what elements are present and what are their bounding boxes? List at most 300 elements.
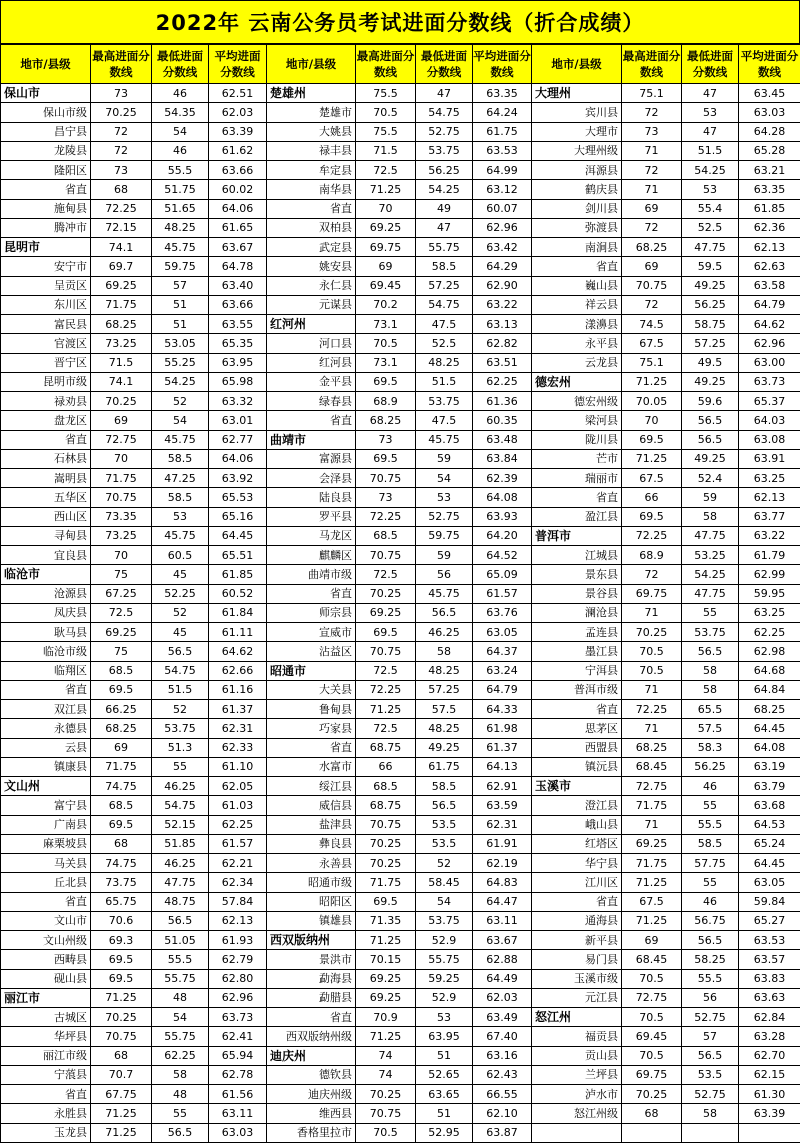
min-score-cell: 45.75 (416, 430, 473, 449)
min-score-cell: 56 (416, 565, 473, 584)
region-cell: 师宗县 (267, 603, 356, 622)
min-score-cell: 48 (152, 1085, 209, 1104)
avg-score-cell: 62.82 (473, 334, 532, 353)
avg-score-cell: 63.83 (739, 969, 800, 988)
score-table-body (1, 45, 800, 1143)
avg-score-cell: 64.06 (209, 449, 267, 468)
min-score-cell: 55 (682, 603, 739, 622)
avg-score-cell: 61.11 (209, 623, 267, 642)
min-score-cell: 49.25 (682, 276, 739, 295)
region-cell: 省直 (532, 700, 622, 719)
table-row (1, 642, 800, 661)
table-row (1, 700, 800, 719)
min-score-cell: 56.25 (682, 757, 739, 776)
avg-score-cell: 61.91 (473, 834, 532, 853)
region-cell: 丽江市级 (1, 1046, 91, 1065)
max-score-cell: 71.75 (91, 469, 152, 488)
max-score-cell: 70.15 (356, 950, 416, 969)
min-score-cell: 51.65 (152, 199, 209, 218)
header-min-score: 最低进面分数线 (682, 45, 739, 84)
max-score-cell: 70.5 (356, 334, 416, 353)
max-score-cell: 68 (91, 834, 152, 853)
min-score-cell: 55.4 (682, 199, 739, 218)
min-score-cell: 59 (682, 488, 739, 507)
min-score-cell: 46 (152, 84, 209, 103)
max-score-cell: 69.25 (91, 623, 152, 642)
avg-score-cell: 64.68 (739, 661, 800, 680)
min-score-cell: 54 (152, 1008, 209, 1027)
region-cell: 镇沅县 (532, 757, 622, 776)
region-cell: 景洪市 (267, 950, 356, 969)
region-cell: 文山州级 (1, 931, 91, 950)
min-score-cell: 49.25 (416, 738, 473, 757)
region-cell: 省直 (1, 680, 91, 699)
avg-score-cell: 63.91 (739, 449, 800, 468)
table-row (1, 238, 800, 257)
avg-score-cell: 64.08 (739, 738, 800, 757)
max-score-cell: 70.25 (622, 1085, 682, 1104)
max-score-cell: 69.25 (356, 988, 416, 1007)
avg-score-cell: 60.35 (473, 411, 532, 430)
min-score-cell: 56 (682, 988, 739, 1007)
region-cell: 西双版纳州级 (267, 1027, 356, 1046)
max-score-cell: 73.1 (356, 353, 416, 372)
region-cell: 丘北县 (1, 873, 91, 892)
max-score-cell: 73.1 (356, 315, 416, 334)
region-cell: 禄丰县 (267, 141, 356, 160)
max-score-cell: 70.75 (356, 546, 416, 565)
min-score-cell: 54.75 (416, 295, 473, 314)
min-score-cell: 58.5 (152, 488, 209, 507)
region-cell: 云龙县 (532, 353, 622, 372)
max-score-cell: 70.6 (91, 911, 152, 930)
max-score-cell: 71.25 (91, 988, 152, 1007)
min-score-cell: 62.25 (152, 1046, 209, 1065)
city-name-cell: 西双版纳州 (267, 931, 356, 950)
region-cell: 双柏县 (267, 218, 356, 237)
region-cell: 昌宁县 (1, 122, 91, 141)
region-cell: 晋宁区 (1, 353, 91, 372)
avg-score-cell: 63.21 (739, 161, 800, 180)
header-region: 地市/县级 (267, 45, 356, 84)
min-score-cell: 56.5 (416, 796, 473, 815)
min-score-cell: 51.5 (682, 141, 739, 160)
min-score-cell: 57.25 (682, 334, 739, 353)
max-score-cell: 72 (622, 218, 682, 237)
avg-score-cell: 61.37 (209, 700, 267, 719)
min-score-cell: 65.5 (682, 700, 739, 719)
region-cell: 南华县 (267, 180, 356, 199)
table-row (1, 969, 800, 988)
region-cell: 漾濞县 (532, 315, 622, 334)
max-score-cell: 68.25 (622, 238, 682, 257)
avg-score-cell: 66.55 (473, 1085, 532, 1104)
max-score-cell: 69.5 (356, 449, 416, 468)
avg-score-cell: 64.03 (739, 411, 800, 430)
region-cell: 弥渡县 (532, 218, 622, 237)
max-score-cell: 70.75 (91, 488, 152, 507)
region-cell: 富民县 (1, 315, 91, 334)
max-score-cell: 71.75 (622, 854, 682, 873)
max-score-cell: 71.25 (356, 180, 416, 199)
min-score-cell: 51 (152, 295, 209, 314)
min-score-cell: 51.3 (152, 738, 209, 757)
min-score-cell: 56.5 (152, 642, 209, 661)
avg-score-cell: 63.11 (473, 911, 532, 930)
table-row (1, 815, 800, 834)
min-score-cell: 53.75 (152, 719, 209, 738)
max-score-cell: 71 (622, 815, 682, 834)
avg-score-cell: 63.51 (473, 353, 532, 372)
region-cell: 玉龙县 (1, 1123, 91, 1142)
min-score-cell: 52.75 (682, 1085, 739, 1104)
max-score-cell: 70.25 (356, 584, 416, 603)
min-score-cell: 49 (416, 199, 473, 218)
max-score-cell: 70.25 (91, 1008, 152, 1027)
min-score-cell: 48.25 (416, 661, 473, 680)
region-cell: 巧家县 (267, 719, 356, 738)
avg-score-cell: 64.33 (473, 700, 532, 719)
table-row (1, 546, 800, 565)
avg-score-cell: 61.30 (739, 1085, 800, 1104)
region-cell: 景谷县 (532, 584, 622, 603)
avg-score-cell: 61.56 (209, 1085, 267, 1104)
region-cell: 临沧市级 (1, 642, 91, 661)
region-cell: 香格里拉市 (267, 1123, 356, 1142)
max-score-cell: 68.75 (356, 738, 416, 757)
region-cell: 泸水市 (532, 1085, 622, 1104)
min-score-cell: 54 (152, 122, 209, 141)
region-cell: 云县 (1, 738, 91, 757)
region-cell: 省直 (532, 257, 622, 276)
min-score-cell: 52 (152, 392, 209, 411)
region-cell: 省直 (532, 892, 622, 911)
region-cell: 省直 (267, 738, 356, 757)
region-cell: 五华区 (1, 488, 91, 507)
region-cell: 宾川县 (532, 103, 622, 122)
avg-score-cell: 63.93 (473, 507, 532, 526)
max-score-cell: 70.5 (622, 969, 682, 988)
region-cell: 官渡区 (1, 334, 91, 353)
min-score-cell: 47.25 (152, 469, 209, 488)
avg-score-cell: 62.99 (739, 565, 800, 584)
region-cell: 省直 (267, 199, 356, 218)
min-score-cell: 45.75 (416, 584, 473, 603)
min-score-cell: 48 (152, 988, 209, 1007)
region-cell: 大关县 (267, 680, 356, 699)
table-row (1, 892, 800, 911)
avg-score-cell: 61.98 (473, 719, 532, 738)
avg-score-cell: 63.11 (209, 1104, 267, 1123)
min-score-cell: 55 (682, 873, 739, 892)
max-score-cell: 68 (622, 1104, 682, 1123)
city-name-cell: 红河州 (267, 315, 356, 334)
region-cell: 石林县 (1, 449, 91, 468)
min-score-cell (682, 1123, 739, 1142)
min-score-cell: 57.25 (416, 680, 473, 699)
region-cell: 威信县 (267, 796, 356, 815)
region-cell: 江川区 (532, 873, 622, 892)
avg-score-cell: 65.51 (209, 546, 267, 565)
avg-score-cell: 62.63 (739, 257, 800, 276)
avg-score-cell: 63.59 (473, 796, 532, 815)
region-cell: 绥江县 (267, 777, 356, 796)
table-row (1, 103, 800, 122)
avg-score-cell: 61.62 (209, 141, 267, 160)
min-score-cell: 58.5 (152, 449, 209, 468)
max-score-cell: 71.75 (91, 757, 152, 776)
min-score-cell: 55 (152, 757, 209, 776)
max-score-cell: 75.1 (622, 84, 682, 103)
max-score-cell: 69.75 (622, 1065, 682, 1084)
region-cell: 楚雄市 (267, 103, 356, 122)
min-score-cell: 58.45 (416, 873, 473, 892)
region-cell: 芒市 (532, 449, 622, 468)
avg-score-cell: 61.85 (739, 199, 800, 218)
region-cell: 宁蒗县 (1, 1065, 91, 1084)
avg-score-cell: 65.98 (209, 372, 267, 391)
avg-score-cell: 62.43 (473, 1065, 532, 1084)
max-score-cell: 70.9 (356, 1008, 416, 1027)
min-score-cell: 47.75 (152, 873, 209, 892)
region-cell: 西盟县 (532, 738, 622, 757)
table-row (1, 603, 800, 622)
table-row (1, 353, 800, 372)
min-score-cell: 55.5 (682, 969, 739, 988)
table-row (1, 911, 800, 930)
avg-score-cell: 62.31 (209, 719, 267, 738)
region-cell: 永平县 (532, 334, 622, 353)
region-cell: 彝良县 (267, 834, 356, 853)
avg-score-cell: 62.13 (739, 238, 800, 257)
table-row (1, 449, 800, 468)
region-cell: 新平县 (532, 931, 622, 950)
min-score-cell: 60.5 (152, 546, 209, 565)
table-row (1, 488, 800, 507)
region-cell: 梁河县 (532, 411, 622, 430)
region-cell: 永胜县 (1, 1104, 91, 1123)
min-score-cell: 59.75 (152, 257, 209, 276)
avg-score-cell: 65.16 (209, 507, 267, 526)
max-score-cell: 66 (622, 488, 682, 507)
region-cell: 马关县 (1, 854, 91, 873)
header-avg-score: 平均进面分数线 (209, 45, 267, 84)
region-cell: 麒麟区 (267, 546, 356, 565)
max-score-cell: 72.75 (91, 430, 152, 449)
max-score-cell: 69.7 (91, 257, 152, 276)
avg-score-cell: 64.20 (473, 526, 532, 545)
max-score-cell: 72.25 (356, 507, 416, 526)
table-row (1, 854, 800, 873)
min-score-cell: 56.5 (682, 1046, 739, 1065)
max-score-cell: 71 (622, 180, 682, 199)
avg-score-cell: 64.79 (739, 295, 800, 314)
city-name-cell: 普洱市 (532, 526, 622, 545)
max-score-cell: 70.25 (91, 103, 152, 122)
region-cell: 洱源县 (532, 161, 622, 180)
region-cell: 盈江县 (532, 507, 622, 526)
city-name-cell: 丽江市 (1, 988, 91, 1007)
avg-score-cell: 64.49 (473, 969, 532, 988)
min-score-cell: 56.5 (152, 1123, 209, 1142)
region-cell: 曲靖市级 (267, 565, 356, 584)
min-score-cell: 56.5 (682, 931, 739, 950)
max-score-cell: 72.25 (622, 700, 682, 719)
region-cell: 省直 (532, 488, 622, 507)
min-score-cell: 54.75 (416, 103, 473, 122)
table-row (1, 623, 800, 642)
avg-score-cell: 65.28 (739, 141, 800, 160)
city-name-cell: 迪庆州 (267, 1046, 356, 1065)
avg-score-cell: 63.53 (739, 931, 800, 950)
avg-score-cell: 62.98 (739, 642, 800, 661)
city-name-cell: 临沧市 (1, 565, 91, 584)
min-score-cell: 55 (682, 796, 739, 815)
min-score-cell: 56.75 (682, 911, 739, 930)
region-cell: 孟连县 (532, 623, 622, 642)
region-cell: 永仁县 (267, 276, 356, 295)
city-name-cell: 玉溪市 (532, 777, 622, 796)
max-score-cell: 68 (91, 180, 152, 199)
avg-score-cell: 63.67 (473, 931, 532, 950)
avg-score-cell: 62.19 (473, 854, 532, 873)
region-cell: 盐津县 (267, 815, 356, 834)
avg-score-cell: 63.57 (739, 950, 800, 969)
min-score-cell: 47 (416, 84, 473, 103)
min-score-cell: 55.75 (152, 1027, 209, 1046)
avg-score-cell: 62.70 (739, 1046, 800, 1065)
max-score-cell: 73 (356, 430, 416, 449)
avg-score-cell: 62.77 (209, 430, 267, 449)
region-cell: 罗平县 (267, 507, 356, 526)
max-score-cell: 71.75 (356, 873, 416, 892)
max-score-cell: 70.75 (356, 642, 416, 661)
avg-score-cell: 60.07 (473, 199, 532, 218)
region-cell: 凤庆县 (1, 603, 91, 622)
min-score-cell: 49.5 (682, 353, 739, 372)
max-score-cell: 73 (622, 122, 682, 141)
max-score-cell: 68.45 (622, 950, 682, 969)
min-score-cell: 54.75 (152, 796, 209, 815)
max-score-cell: 69.75 (622, 584, 682, 603)
region-cell: 玉溪市级 (532, 969, 622, 988)
region-cell: 隆阳区 (1, 161, 91, 180)
avg-score-cell: 63.16 (473, 1046, 532, 1065)
avg-score-cell: 64.62 (209, 642, 267, 661)
region-cell: 通海县 (532, 911, 622, 930)
max-score-cell: 74 (356, 1065, 416, 1084)
min-score-cell: 58 (682, 1104, 739, 1123)
table-row (1, 950, 800, 969)
region-cell: 施甸县 (1, 199, 91, 218)
avg-score-cell: 63.48 (473, 430, 532, 449)
avg-score-cell: 64.45 (739, 719, 800, 738)
region-cell: 省直 (267, 411, 356, 430)
region-cell: 麻栗坡县 (1, 834, 91, 853)
avg-score-cell: 65.35 (209, 334, 267, 353)
avg-score-cell: 61.65 (209, 218, 267, 237)
min-score-cell: 45.75 (152, 238, 209, 257)
avg-score-cell: 64.45 (209, 526, 267, 545)
avg-score-cell: 65.27 (739, 911, 800, 930)
avg-score-cell: 62.78 (209, 1065, 267, 1084)
min-score-cell: 45.75 (152, 526, 209, 545)
header-min-score: 最低进面分数线 (152, 45, 209, 84)
avg-score-cell: 63.39 (209, 122, 267, 141)
region-cell: 易门县 (532, 950, 622, 969)
max-score-cell: 69.5 (622, 507, 682, 526)
min-score-cell: 45 (152, 623, 209, 642)
region-cell: 勐腊县 (267, 988, 356, 1007)
min-score-cell: 54.25 (682, 565, 739, 584)
table-row (1, 777, 800, 796)
avg-score-cell: 61.84 (209, 603, 267, 622)
avg-score-cell: 65.24 (739, 834, 800, 853)
min-score-cell: 55.75 (152, 969, 209, 988)
region-cell: 兰坪县 (532, 1065, 622, 1084)
min-score-cell: 53 (682, 103, 739, 122)
max-score-cell: 69.25 (356, 969, 416, 988)
max-score-cell: 69.5 (356, 372, 416, 391)
max-score-cell: 68.5 (356, 526, 416, 545)
city-name-cell: 昭通市 (267, 661, 356, 680)
max-score-cell: 69.25 (356, 218, 416, 237)
min-score-cell: 52.5 (682, 218, 739, 237)
region-cell: 昆明市级 (1, 372, 91, 391)
max-score-cell: 74.5 (622, 315, 682, 334)
table-row (1, 931, 800, 950)
max-score-cell: 69.25 (356, 603, 416, 622)
table-row (1, 1085, 800, 1104)
max-score-cell: 71.25 (356, 1027, 416, 1046)
region-cell: 大理市 (532, 122, 622, 141)
avg-score-cell: 63.73 (209, 1008, 267, 1027)
avg-score-cell: 62.88 (473, 950, 532, 969)
table-row (1, 584, 800, 603)
max-score-cell: 74.1 (91, 372, 152, 391)
region-cell: 安宁市 (1, 257, 91, 276)
region-cell: 腾冲市 (1, 218, 91, 237)
max-score-cell: 70 (91, 449, 152, 468)
avg-score-cell: 60.02 (209, 180, 267, 199)
min-score-cell: 58.5 (416, 777, 473, 796)
avg-score-cell: 63.66 (209, 295, 267, 314)
region-cell: 禄劝县 (1, 392, 91, 411)
min-score-cell: 52.65 (416, 1065, 473, 1084)
max-score-cell: 68.5 (91, 661, 152, 680)
min-score-cell: 52.9 (416, 988, 473, 1007)
min-score-cell: 58 (682, 661, 739, 680)
table-row (1, 199, 800, 218)
avg-score-cell: 63.79 (739, 777, 800, 796)
max-score-cell: 67.25 (91, 584, 152, 603)
max-score-cell: 71.75 (91, 295, 152, 314)
min-score-cell: 58 (682, 680, 739, 699)
max-score-cell: 68.9 (356, 392, 416, 411)
avg-score-cell: 62.90 (473, 276, 532, 295)
max-score-cell: 69 (356, 257, 416, 276)
table-row (1, 218, 800, 237)
table-row (1, 122, 800, 141)
min-score-cell: 53 (416, 488, 473, 507)
region-cell: 龙陵县 (1, 141, 91, 160)
region-cell: 临翔区 (1, 661, 91, 680)
avg-score-cell: 63.40 (209, 276, 267, 295)
avg-score-cell: 62.13 (739, 488, 800, 507)
min-score-cell: 63.95 (416, 1027, 473, 1046)
avg-score-cell: 61.57 (209, 834, 267, 853)
region-cell: 永善县 (267, 854, 356, 873)
